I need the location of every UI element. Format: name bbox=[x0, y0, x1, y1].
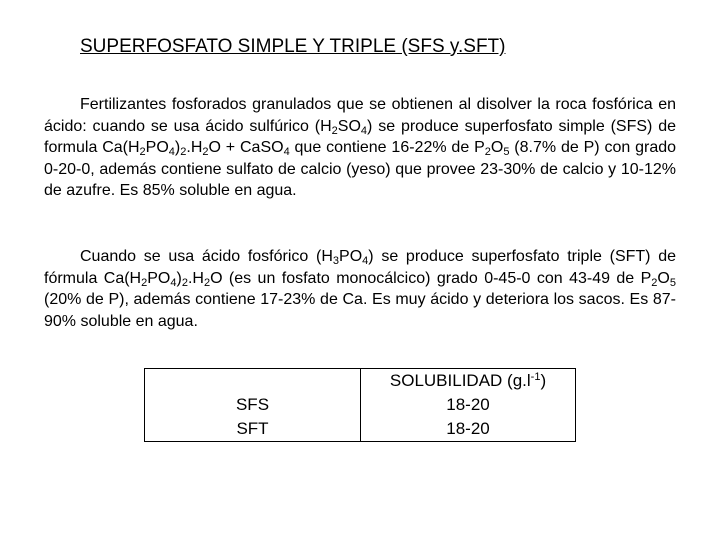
subscript: 5 bbox=[669, 276, 676, 289]
column-header bbox=[361, 369, 575, 393]
text-run: PO bbox=[145, 139, 169, 156]
text-run: ) se produce superfosfato simple (SFS) de formula Ca(H bbox=[44, 117, 676, 156]
subscript: 2 bbox=[484, 146, 491, 158]
text-run: O bbox=[657, 269, 670, 287]
subscript: 4 bbox=[362, 255, 369, 267]
text-run: ) se produce superfosfato triple (SFT) de fórmula Ca(H bbox=[44, 248, 676, 287]
text-run: O + CaSO bbox=[208, 139, 284, 156]
text-run: (20% de P), además contiene 17-23% de Ca. Es muy ácido y deteriora los sacos. Es 87-90% soluble en agua. bbox=[44, 291, 676, 330]
subscript: 2 bbox=[202, 146, 209, 158]
text-run: ) bbox=[174, 139, 181, 156]
solubility-value: 18-20 bbox=[446, 419, 490, 438]
product-cell bbox=[145, 369, 361, 442]
subscript: 2 bbox=[651, 276, 658, 289]
solubility-value: 18-20 bbox=[446, 395, 490, 414]
page-title: SUPERFOSFATO SIMPLE Y TRIPLE (SFS y.SFT) bbox=[80, 36, 506, 57]
superscript: -1 bbox=[530, 371, 541, 383]
subscript: 2 bbox=[139, 146, 146, 158]
text-run: que contiene 16-22% de P bbox=[289, 139, 485, 156]
text-run: .H bbox=[187, 269, 204, 287]
subscript: 4 bbox=[283, 146, 290, 158]
subscript: 2 bbox=[181, 276, 188, 289]
text-run: .H bbox=[186, 139, 203, 156]
subscript: 4 bbox=[168, 146, 175, 158]
table-row bbox=[145, 369, 576, 442]
text-run: Cuando se usa ácido fosfórico (H bbox=[80, 248, 333, 265]
subscript: 2 bbox=[180, 146, 187, 158]
text-run: ) bbox=[176, 269, 182, 287]
text-run: O (es un fosfato monocálcico) grado 0-45-0 con 43-49 de P bbox=[210, 269, 652, 287]
header-text: SOLUBILIDAD (g.l bbox=[389, 371, 531, 390]
text-run: Fertilizantes fosforados granulados que se obtienen al disolver la roca fosfórica en ácido: cuando se usa ácido sulfúrico (H bbox=[44, 96, 676, 135]
subscript: 2 bbox=[141, 276, 148, 289]
text-run: (8.7% de P) con grado 0-20-0, además contiene sulfato de calcio (yeso) que provee 23-30% de calcio y 10-12% de azufre. Es 85% soluble en agua. bbox=[44, 139, 677, 199]
subscript: 3 bbox=[332, 255, 340, 267]
paragraph-sfs bbox=[44, 94, 676, 202]
paragraph-sft bbox=[44, 246, 676, 332]
product-name: SFT bbox=[236, 419, 269, 438]
text-run: PO bbox=[147, 269, 171, 287]
text-run: O bbox=[490, 139, 504, 156]
subscript: 5 bbox=[503, 146, 510, 158]
subscript: 2 bbox=[331, 124, 338, 137]
header-text: ) bbox=[540, 371, 547, 390]
solubility-table bbox=[144, 368, 576, 442]
subscript: 2 bbox=[203, 276, 211, 289]
subscript: 4 bbox=[360, 124, 368, 137]
text-run: PO bbox=[339, 248, 363, 265]
product-name: SFS bbox=[235, 395, 270, 414]
text-run: SO bbox=[337, 117, 361, 135]
solubility-cell bbox=[361, 369, 576, 442]
subscript: 4 bbox=[170, 276, 177, 289]
